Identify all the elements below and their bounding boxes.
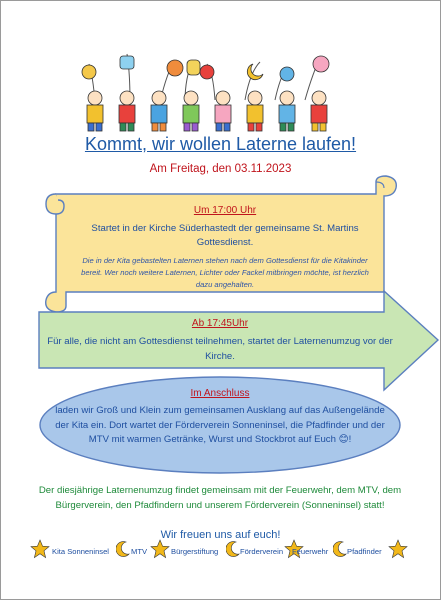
scroll-main-text: Startet in der Kirche Süderhastedt der gemeinsame St. Martins Gottesdienst. <box>91 223 359 248</box>
children-lanterns-illustration <box>75 42 365 134</box>
moon-icon <box>226 541 240 557</box>
page-headline: Kommt, wir wollen Laterne laufen! <box>84 134 357 154</box>
scroll-note-text: Die in der Kita gebastelten Laternen stehen nach dem Gottesdienst für die Kitakinder bereit. Wer noch weitere Laternen, Lichter oder Fackel mitbringen möchte, ist herzlich dazu angehalten. <box>81 256 369 289</box>
star-icon <box>30 539 50 559</box>
scroll-time: Um 17:00 Uhr <box>193 205 257 216</box>
moon-icon <box>333 541 347 557</box>
oval-title: Im Anschluss <box>190 388 250 399</box>
arrow-time: Ab 17:45Uhr <box>191 318 249 329</box>
event-date: Am Freitag, den 03.11.2023 <box>149 163 292 175</box>
closing-line: Wir freuen uns auf euch! <box>160 529 281 541</box>
arrow-main-text: Für alle, die nicht am Gottesdienst teilnehmen, startet der Laternenumzug vor der Kirche. <box>47 336 393 362</box>
moon-icon <box>116 541 130 557</box>
sponsor-kita-sonneninsel: Kita Sonneninsel <box>52 547 109 556</box>
sponsor-buergerstiftung: Bürgerstiftung <box>171 547 219 556</box>
sponsor-pfadfinder: Pfadfinder <box>347 547 382 556</box>
star-icon <box>150 539 170 559</box>
sponsor-feuerwehr: Feuerwehr <box>292 547 329 556</box>
oval-main-text: laden wir Groß und Klein zum gemeinsamen Ausklang auf das Außengelände der Kita ein. Dort wartet der Förderverein Sonneninsel, die Pfadfinder und der MTV mit warmen Getränke, Wurst und Stockbrot auf Euch 😊! <box>55 405 385 445</box>
sponsor-mtv: MTV <box>131 547 148 556</box>
children-row <box>87 91 327 131</box>
footer-text: Der diesjährige Laternenumzug findet gemeinsam mit der Feuerwehr, dem MTV, dem Bürgerverein, den Pfadfindern und unserem Förderverein (Sonneninsel) statt! <box>38 485 402 511</box>
lanterns <box>82 56 329 81</box>
star-icon <box>388 539 408 559</box>
sponsor-foerderverein: Förderverein <box>240 547 284 556</box>
